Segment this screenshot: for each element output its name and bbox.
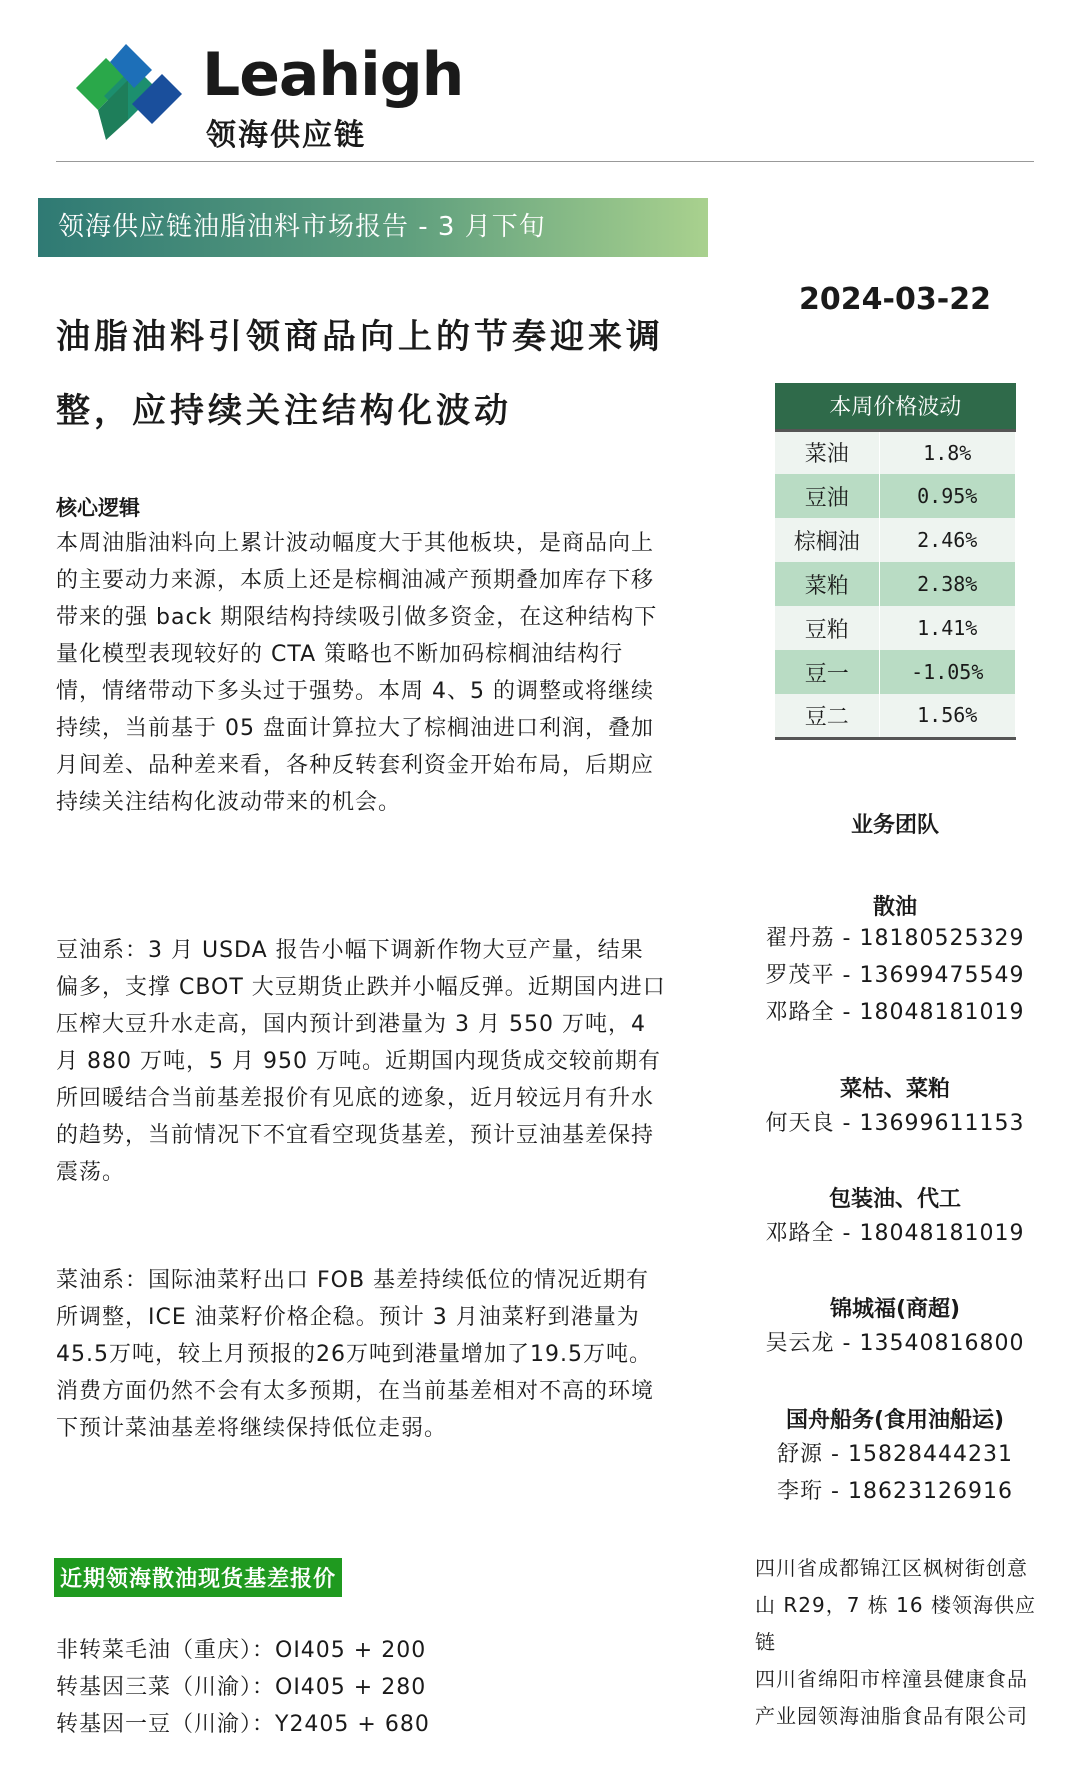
contact-entry: 李珩 - 18623126916 [777,1479,1013,1504]
team-group-title: 锦城福(商超) [829,1297,961,1322]
basis-quote-item: 转基因三菜（川渝）：OI405 + 280 [56,1675,427,1700]
price-change-value: 1.8% [879,430,1016,474]
basis-quote-item: 非转菜毛油（重庆）：OI405 + 200 [56,1638,427,1663]
contact-entry: 何天良 - 13699611153 [765,1111,1025,1136]
price-change-value: 2.38% [879,562,1016,606]
table-row [775,518,1016,562]
team-contact-list [760,1215,1030,1252]
core-logic-heading: 核心逻辑 [56,496,140,520]
team-heading: 业务团队 [850,813,939,838]
report-date: 2024-03-22 [799,282,991,317]
commodity-name: 豆二 [775,694,879,738]
table-row [775,694,1016,738]
table-row [775,650,1016,694]
company-address [755,1550,1045,1735]
headline: 油脂油料引领商品向上的节奏迎来调整，应持续关注结构化波动 [56,317,664,431]
basis-quote-list [56,1632,430,1743]
header-divider [56,161,1034,162]
contact-entry: 邓路全 - 18048181019 [765,1221,1025,1246]
commodity-name: 豆油 [775,474,879,518]
price-change-value: 0.95% [879,474,1016,518]
team-group-title: 菜枯、菜粕 [839,1077,950,1102]
brand-name: Leahigh [202,40,464,110]
brand-subtitle: 领海供应链 [206,118,366,153]
commodity-name: 棕榈油 [775,518,879,562]
price-change-value: 2.46% [879,518,1016,562]
team-contact-list [760,1436,1030,1510]
brand-logo [66,36,466,156]
contact-entry: 罗茂平 - 13699475549 [765,963,1025,988]
team-contact-list [760,920,1030,1031]
table-row [775,474,1016,518]
core-logic-text: 本周油脂油料向上累计波动幅度大于其他板块，是商品向上的主要动力来源，本质上还是棕榈油减产预期叠加库存下移带来的强 back 期限结构持续吸引做多资金，在这种结构下量化模型表现较好的 CTA 策略也不断加码棕榈油结构行情，情绪带动下多头过于强势。本周 4、5 的调整或将继续持续，当前基于 05 盘面计算拉大了棕榈油进口利润，叠加月间差、品种差来看，各种反转套利资金开始布局，后期应持续关注结构化波动带来的机会。 [56,531,658,815]
basis-quote-label: 近期领海散油现货基差报价 [54,1558,342,1597]
price-change-value: 1.56% [879,694,1016,738]
table-row [775,562,1016,606]
commodity-name: 豆粕 [775,606,879,650]
price-table-header: 本周价格波动 [775,383,1016,430]
commodity-name: 豆一 [775,650,879,694]
leahigh-logo-icon [66,36,186,151]
team-group-title: 包装油、代工 [828,1187,961,1212]
basis-quote-item: 转基因一豆（川渝）：Y2405 + 680 [56,1712,430,1737]
contact-entry: 邓路全 - 18048181019 [765,1000,1025,1025]
team-group-title: 散油 [872,895,917,920]
contact-entry: 翟丹荔 - 18180525329 [765,926,1025,951]
team-group-title: 国舟船务(食用油船运) [785,1408,1005,1433]
contact-entry: 吴云龙 - 13540816800 [765,1331,1025,1356]
price-change-value: -1.05% [879,650,1016,694]
address-line: 四川省成都锦江区枫树街创意山 R29，7 栋 16 楼领海供应链 [755,1556,1036,1654]
price-change-table [775,383,1016,740]
team-contact-list [760,1325,1030,1362]
team-contact-list [760,1105,1030,1142]
address-line: 四川省绵阳市梓潼县健康食品产业园领海油脂食品有限公司 [755,1667,1028,1728]
commodity-name: 菜粕 [775,562,879,606]
rapeseed-oil-text: 菜油系：国际油菜籽出口 FOB 基差持续低位的情况近期有所调整，ICE 油菜籽价格企稳。预计 3 月油菜籽到港量为45.5万吨，较上月预报的26万吨到港量增加了19.5万吨。消费方面仍然不会有太多预期，在当前基差相对不高的环境下预计菜油基差将继续保持低位走弱。 [56,1268,655,1441]
soy-oil-text: 豆油系：3 月 USDA 报告小幅下调新作物大豆产量，结果偏多，支撑 CBOT 大豆期货止跌并小幅反弹。近期国内进口压榨大豆升水走高，国内预计到港量为 3 月 550 万吨，4 月 880 万吨，5 月 950 万吨。近期国内现货成交较前期有所回暖结合当前基差报价有见底的迹象，近月较远月有升水的趋势，当前情况下不宜看空现货基差，预计豆油基差保持震荡。 [56,938,666,1185]
table-row [775,430,1016,474]
commodity-name: 菜油 [775,430,879,474]
contact-entry: 舒源 - 15828444231 [777,1442,1013,1467]
price-change-value: 1.41% [879,606,1016,650]
table-row [775,606,1016,650]
report-banner: 领海供应链油脂油料市场报告 - 3 月下旬 [38,198,708,257]
